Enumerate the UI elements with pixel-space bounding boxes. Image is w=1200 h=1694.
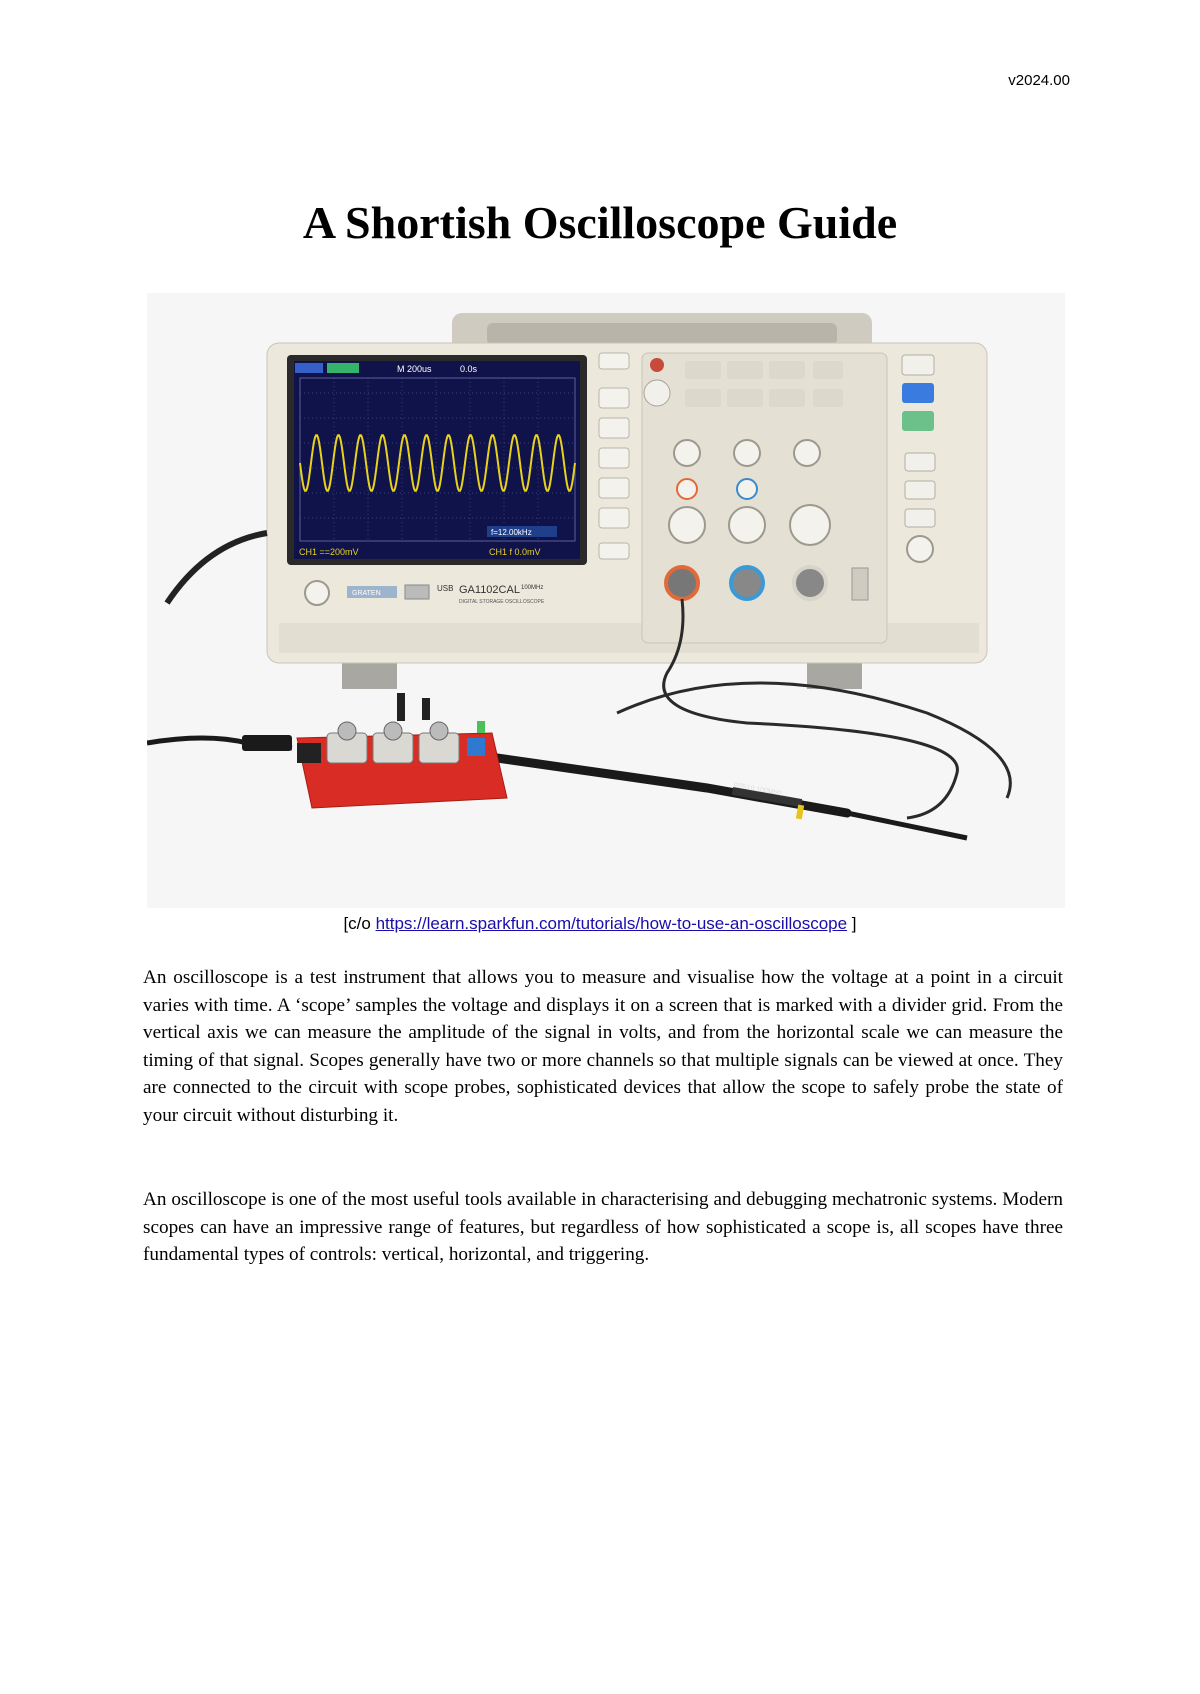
caption-prefix: [c/o <box>343 914 376 933</box>
screen-timebase: M 200us <box>397 364 432 374</box>
body-paragraph: An oscilloscope is a test instrument that allows you to measure and visualise how the voltage at a point in a circuit varies with time. A ‘scope’ samples the voltage and displays it on a screen that is marked with a divider grid. From the vertical axis we can measure the amplitude of the signal in volts, and from the horizontal scale we can measure the timing of that signal. Scopes generally have two or more channels so that multiple signals can be viewed at once. They are connected to the circuit with scope probes, sophisticated devices that allow the scope to safely probe the state of your circuit without disturbing it. <box>143 967 1063 1126</box>
caption-suffix: ] <box>847 914 857 933</box>
usb-label: USB <box>437 584 454 593</box>
version-label: v2024.00 <box>1008 72 1070 89</box>
source-link[interactable]: https://learn.sparkfun.com/tutorials/how-to-use-an-oscilloscope <box>375 914 848 933</box>
screen-offset: 0.0s <box>460 364 478 374</box>
model-label: GA1102CAL <box>459 584 520 596</box>
screen-ch1-scale: CH1 ==200mV <box>299 547 359 557</box>
oscilloscope-photo <box>147 293 1065 908</box>
probe-label: PP510 100MHz <box>732 782 783 798</box>
body-paragraph: An oscilloscope is one of the most useful tools available in characterising and debugging mechatronic systems. Modern scopes can have an impressive range of features, but regardless of how sophisticated a scope is, all scopes have three fundamental types of controls: vertical, horizontal, and triggering. <box>143 1189 1063 1265</box>
screen-frequency: f=12.00kHz <box>491 528 532 537</box>
screen-trigger: CH1 f 0.0mV <box>489 547 541 557</box>
image-caption <box>0 914 1200 934</box>
spec-label: 100MHz <box>521 585 544 591</box>
brand-label: GRATEN <box>352 590 381 597</box>
page-title: A Shortish Oscilloscope Guide <box>302 197 898 248</box>
subtitle-label: DIGITAL STORAGE OSCILLOSCOPE <box>459 599 545 605</box>
